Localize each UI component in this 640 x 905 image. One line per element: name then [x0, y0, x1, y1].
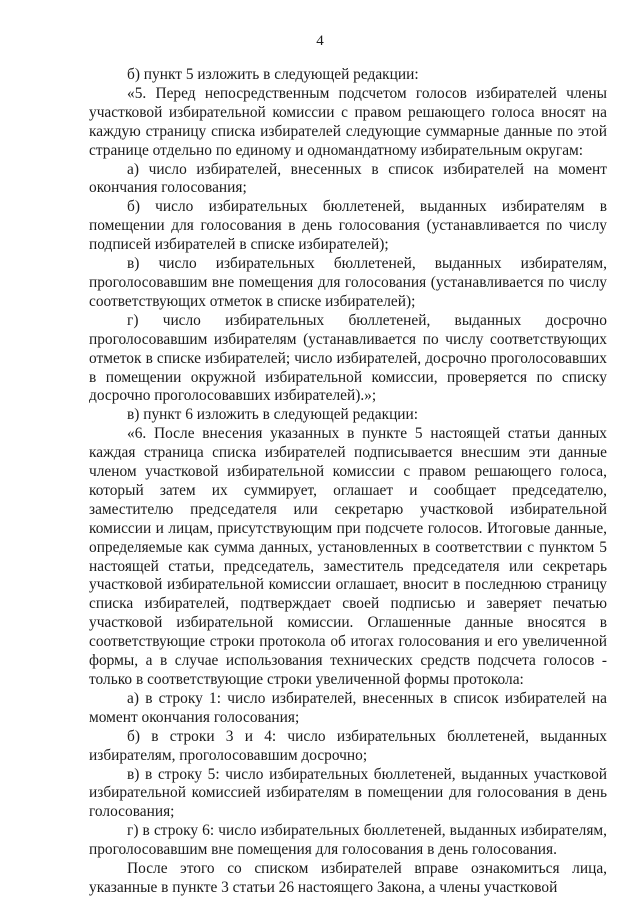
page-number: 4: [316, 33, 324, 49]
paragraph-amend-item-6: в) пункт 6 изложить в следующей редакции:: [127, 406, 419, 424]
paragraph-item-5-intro: «5. Перед непосредственным подсчетом голосов избирателей члены участковой избирательной комиссии с правом решающего голоса вносят на каждую страницу списка избирателей следующие суммарные данные по этой странице отдельно по единому и одномандатному избирательным округам:: [89, 84, 607, 159]
paragraph-item-5-v: в) число избирательных бюллетеней, выданных избирателям, проголосовавшим вне помещения для голосования (устанавливается по числу соответствующих отметок в списке избирателей);: [89, 255, 607, 310]
document-body: [89, 66, 607, 898]
paragraph-item-5-b: б) число избирательных бюллетеней, выданных избирателям в помещении для голосования в день голосования (устанавливается по числу подписей избирателей в списке избирателей);: [89, 198, 607, 254]
paragraph-item-6-intro: «6. После внесения указанных в пункте 5 настоящей статьи данных каждая страница списка избирателей подписывается внесшим эти данные членом участковой избирательной комиссии с правом решающего голоса, который затем их суммирует, оглашает и сообщает председателю, заместителю председателя или секретарю участковой избирательной комиссии и лицам, присутствующим при подсчете голосов. Итоговые данные, определяемые как сумма данных, установленных в соответствии с пунктом 5 настоящей статьи, председатель, заместитель председателя или секретарь участковой избирательной комиссии оглашает, вносит в последнюю страницу списка избирателей, подтверждает своей подписью и заверяет печатью участковой избирательной комиссии. Оглашенные данные вносятся в соответствующие строки протокола об итогах голосования и его увеличенной формы, а в случае использования технических средств подсчета голосов - только в соответствующие строки увеличенной формы протокола:: [89, 425, 607, 688]
paragraph-item-5-a: а) число избирателей, внесенных в список избирателей на момент окончания голосования;: [89, 160, 607, 197]
paragraph-item-6-b: б) в строки 3 и 4: число избирательных бюллетеней, выданных избирателям, проголосовавшим досрочно;: [89, 727, 607, 764]
paragraph-amend-item-5: б) пункт 5 изложить в следующей редакции:: [127, 66, 419, 83]
paragraph-item-6-v: в) в строку 5: число избирательных бюллетеней, выданных участковой избирательной комиссией избирателям в помещении для голосования в день голосования;: [89, 765, 607, 821]
paragraph-item-6-g: г) в строку 6: число избирательных бюллетеней, выданных избирателям, проголосовавшим вне помещения для голосования в день голосования.: [89, 822, 607, 859]
paragraph-after-count: После этого со списком избирателей вправе ознакомиться лица, указанные в пункте 3 статьи 26 настоящего Закона, а члены участковой: [89, 860, 607, 896]
paragraph-item-6-a: а) в строку 1: число избирателей, внесенных в список избирателей на момент окончания голосования;: [89, 689, 607, 726]
paragraph-item-5-g: г) число избирательных бюллетеней, выданных досрочно проголосовавшим избирателям (устанавливается по числу соответствующих отметок в списке избирателей; число избирателей, досрочно проголосовавших в помещении окружной избирательной комиссии, проверяется по списку досрочно проголосовавших избирателей).»;: [89, 311, 607, 405]
